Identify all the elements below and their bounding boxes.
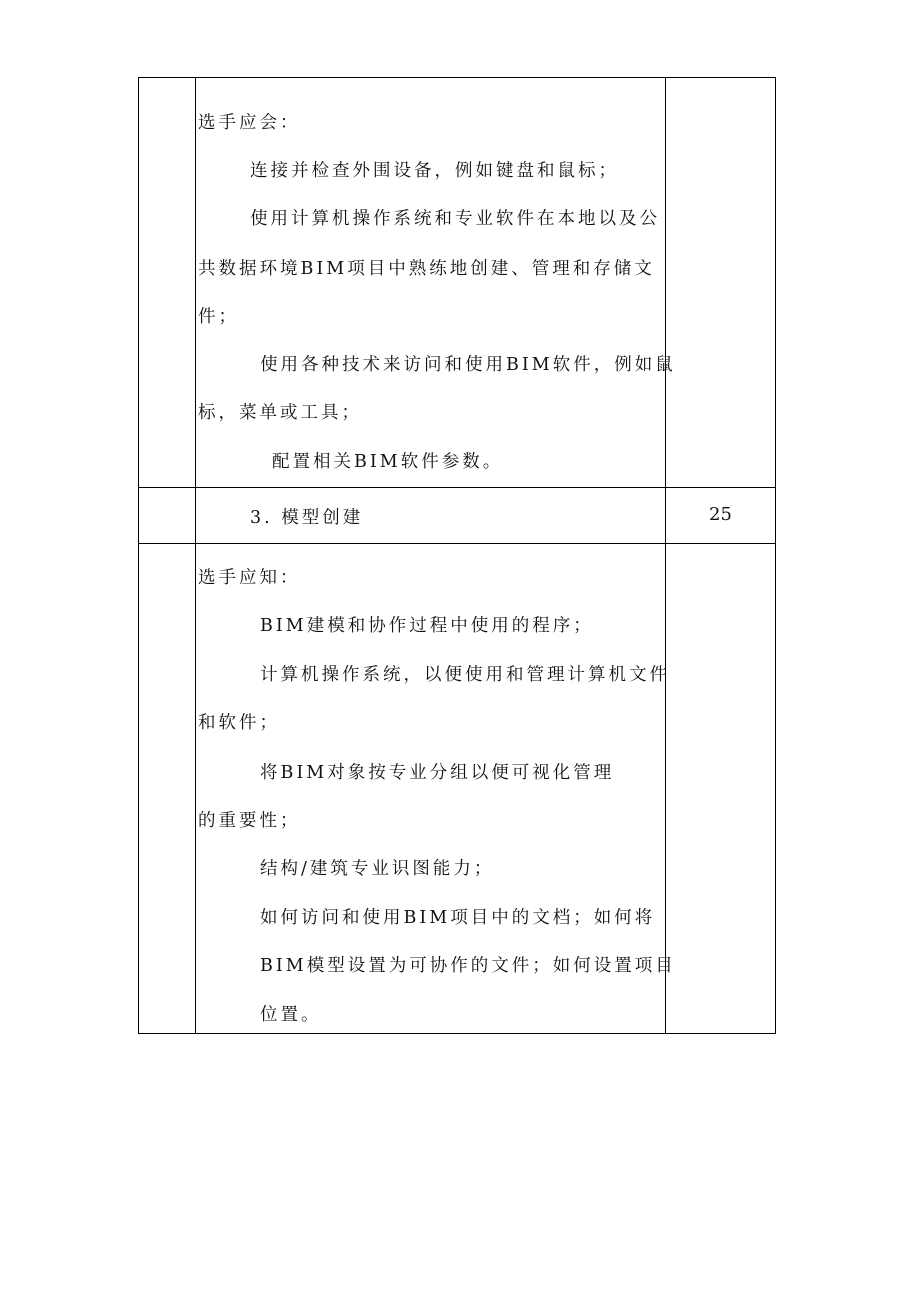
text-line: 件；: [198, 307, 239, 327]
section-heading-cell: [196, 488, 666, 544]
knowledge-cell: [196, 544, 676, 1034]
text-line: BIM模型设置为可协作的文件；如何设置项目: [260, 956, 676, 976]
text-line: 使用各种技术来访问和使用BIM软件，例如鼠: [260, 355, 676, 375]
text-line: 选手应知：: [198, 568, 301, 588]
text-line: 共数据环境BIM项目中熟练地创建、管理和存储文: [198, 259, 655, 279]
text-line: 如何访问和使用BIM项目中的文档；如何将: [260, 908, 656, 928]
score-value: 25: [709, 504, 732, 525]
text-line: 使用计算机操作系统和专业软件在本地以及公: [250, 209, 660, 229]
text-line: 结构/建筑专业识图能力；: [260, 859, 495, 879]
text-line: 配置相关BIM软件参数。: [272, 452, 504, 472]
text-line: 位置。: [260, 1005, 322, 1025]
table-row: [139, 488, 776, 544]
table-row: [139, 544, 776, 1034]
text-line: BIM建模和协作过程中使用的程序；: [260, 616, 594, 636]
text-line: 计算机操作系统，以便使用和管理计算机文件: [260, 665, 670, 685]
text-line: 和软件；: [198, 713, 280, 733]
empty-cell: [139, 78, 196, 488]
text-line: 标，菜单或工具；: [198, 403, 362, 423]
empty-cell: [666, 544, 776, 1034]
empty-cell: [666, 78, 776, 488]
score-cell: [666, 488, 776, 544]
text-line: 选手应会：: [198, 113, 301, 133]
empty-cell: [139, 544, 196, 1034]
text-line: 的重要性；: [198, 811, 301, 831]
table-row: [139, 78, 776, 488]
text-line: 连接并检查外围设备，例如键盘和鼠标；: [250, 161, 619, 181]
skills-table: [138, 77, 776, 1034]
skills-cell: [196, 78, 676, 488]
empty-cell: [139, 488, 196, 544]
text-line: 将BIM对象按专业分组以便可视化管理: [260, 763, 615, 783]
section-heading: 3. 模型创建: [250, 508, 364, 528]
